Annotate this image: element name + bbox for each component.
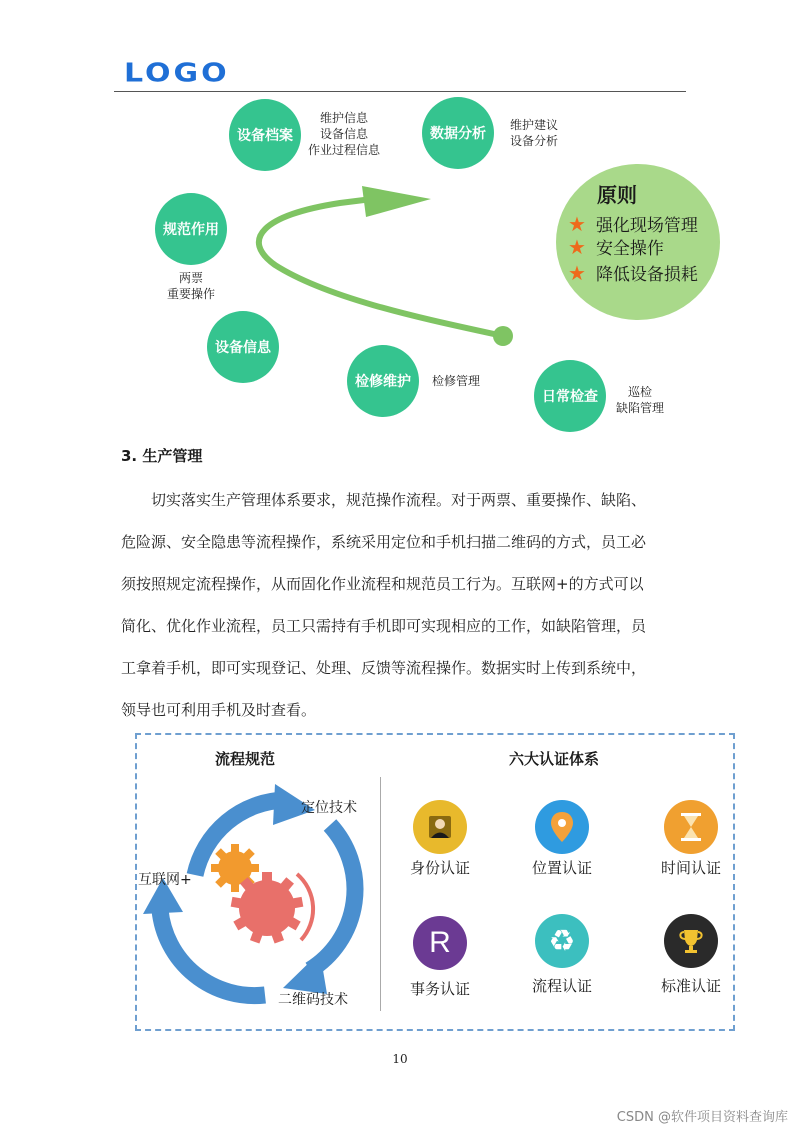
node-equipment-info: 设备信息 [207,311,279,383]
node-equipment-archive: 设备档案 [229,99,301,171]
hourglass-icon [664,800,718,854]
cycle-arrowhead-right [283,952,327,994]
node-equipment-archive-notes: 维护信息 设备信息 作业过程信息 [307,111,380,157]
node-standard-operation-notes: 两票 重要操作 [166,271,215,301]
cert-label-standard: 标准认证 [660,977,721,995]
paragraph-line: 危险源、安全隐患等流程操作，系统采用定位和手机扫描二维码的方式，员工必 [121,533,647,551]
red-gear-icon [231,872,313,944]
principle-item: ★ 安全操作 [568,234,664,259]
figure-divider [380,777,381,1011]
registered-r-icon: R [413,916,467,970]
principle-item: ★ 降低设备损耗 [568,260,698,285]
process-standard-title: 流程规范 [215,750,276,768]
cert-label-transaction: 事务认证 [409,980,470,998]
node-standard-operation: 规范作用 [155,193,227,265]
section-heading: 3. 生产管理 [121,447,203,465]
paragraph-line: 工拿着手机，即可实现登记、处理、反馈等流程操作。数据实时上传到系统中， [121,659,647,677]
node-data-analysis-notes: 维护建议 设备分析 [510,118,559,148]
paragraph-line: 须按照规定流程操作，从而固化作业流程和规范员工行为。互联网+的方式可以 [121,575,644,593]
paragraph-line: 简化、优化作业流程，员工只需持有手机即可实现相应的工作，如缺陷管理，员 [121,617,647,635]
paragraph-line: 领导也可利用手机及时查看。 [121,701,317,719]
arrowhead [362,186,431,217]
star-icon: ★ [568,211,586,236]
cert-label-location: 位置认证 [531,859,592,877]
cycle-label-positioning: 定位技术 [301,800,357,816]
star-icon: ★ [568,234,586,259]
location-pin-icon [535,800,589,854]
principle-title: 原则 [597,183,637,207]
trophy-icon [664,914,718,968]
certification-system-title: 六大认证体系 [509,750,600,768]
logo: LOGO [124,58,230,89]
recycle-icon: ♻ [535,914,589,968]
node-daily-inspection: 日常检查 [534,360,606,432]
arrow-origin-dot [493,326,513,346]
node-maintenance-notes: 检修管理 [432,374,481,388]
cert-label-time: 时间认证 [660,859,721,877]
cycle-label-internet: 互联网+ [138,872,192,888]
page-number: 10 [392,1052,408,1066]
star-icon: ★ [568,260,586,285]
cycle-arc-right [310,825,355,970]
cert-label-process: 流程认证 [531,977,592,995]
cycle-label-qrcode: 二维码技术 [278,992,348,1008]
cert-label-identity: 身份认证 [409,859,470,877]
watermark: CSDN @软件项目资料查询库 [616,1110,788,1125]
paragraph-line: 切实落实生产管理体系要求，规范操作流程。对于两票、重要操作、缺陷、 [151,491,647,509]
node-maintenance: 检修维护 [347,345,419,417]
body-paragraph [121,479,683,731]
person-icon [413,800,467,854]
node-data-analysis: 数据分析 [422,97,494,169]
node-daily-inspection-notes: 巡检 缺陷管理 [615,385,664,415]
principle-item: ★ 强化现场管理 [568,211,698,236]
